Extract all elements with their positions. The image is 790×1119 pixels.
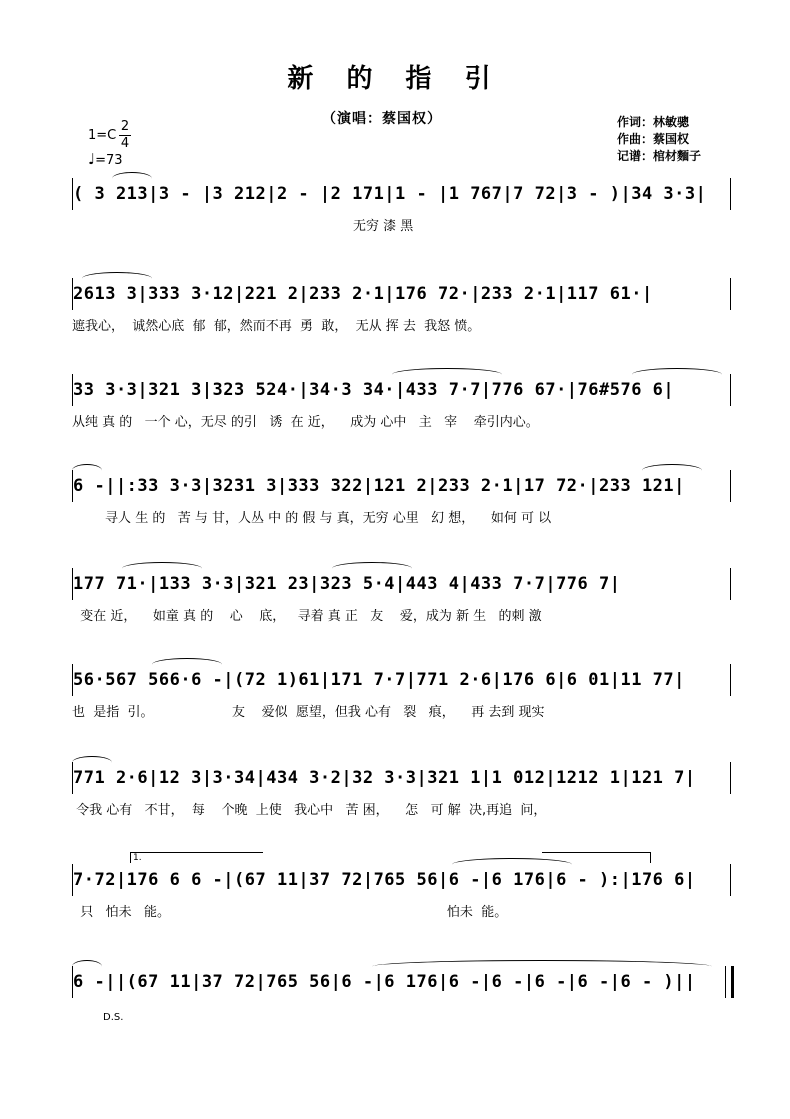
notes-line: 56·567 566·6 -|(72 1)61|171 7·7|771 2·6|176 6|6 01|11 77|: [72, 664, 733, 696]
lyrics-line: 只 怕未 能。 怕未 能。: [72, 905, 508, 920]
lyrics-line: 无穷 漆 黑: [72, 219, 414, 234]
notes-line: ( 3 213|3 - |3 212|2 - |2 171|1 - |1 767|7 72|3 - )|34 3·3|: [72, 178, 733, 210]
lyrics-line: 从纯 真 的 一个 心，无尽 的引 诱 在 近， 成为 心中 主 宰 牵引内心。: [72, 415, 539, 430]
tempo-marking: [88, 150, 123, 168]
lyrics-line: 遮我心， 诚然心底 郁 郁，然而不再 勇 敢， 无从 挥 去 我怒 愤。: [72, 319, 481, 334]
slur: [82, 272, 152, 285]
slur: [642, 464, 702, 477]
slur: [392, 368, 502, 381]
notes-line: 6 -||(67 11|37 72|765 56|6 -|6 176|6 -|6 -|6 -|6 -|6 - )||: [72, 966, 733, 998]
transcriber: 记谱：棺材麵子: [617, 149, 702, 163]
lyrics-line: 令我 心有 不甘， 每 个晚 上使 我心中 苦 困， 怎 可 解 决,再追 问，: [72, 803, 547, 818]
notes-line: 177 71·|133 3·3|321 23|323 5·4|443 4|433 7·7|776 7|: [72, 568, 733, 600]
slur: [72, 756, 112, 769]
key-signature: 1=C: [88, 128, 117, 143]
credits: [617, 114, 701, 165]
slur: [632, 368, 722, 381]
singer-credit: （演唱：蔡国权）: [322, 111, 442, 127]
notes-line: 771 2·6|12 3|3·34|434 3·2|32 3·3|321 1|1 012|1212 1|121 7|: [72, 762, 733, 794]
slur: [372, 960, 712, 973]
slur: [72, 960, 102, 973]
time-signature: [119, 120, 131, 151]
system-end-bar: [730, 762, 731, 794]
slur: [332, 562, 412, 575]
notes-line: 6 -||:33 3·3|3231 3|333 322|121 2|233 2·1|17 72·|233 121|: [72, 470, 733, 502]
system-end-bar: [730, 470, 731, 502]
time-top: 2: [120, 119, 130, 134]
lyrics-line: 变在 近， 如童 真 的 心 底， 寻着 真 正 友 爱，成为 新 生 的刺 激: [72, 609, 542, 624]
system-end-bar: [730, 568, 731, 600]
slur: [72, 464, 102, 477]
tempo-value: =73: [95, 153, 123, 168]
system-end-bar: [730, 864, 731, 896]
system-end-bar: [730, 278, 731, 310]
system-end-bar: [730, 178, 731, 210]
slur: [452, 858, 572, 871]
system-end-bar: [730, 664, 731, 696]
slur: [122, 562, 202, 575]
time-bottom: 4: [120, 136, 130, 151]
slur: [112, 172, 152, 185]
notes-line: 2613 3|333 3·12|221 2|233 2·1|176 72·|233 2·1|117 61·|: [72, 278, 733, 310]
lyricist: 作词：林敏骢: [617, 115, 690, 129]
song-title: 新 的 指 引: [287, 64, 503, 94]
final-barline: [725, 966, 734, 998]
lyrics-line: 也 是指 引。 友 爱似 愿望，但我 心有 裂 痕， 再 去到 现实: [72, 705, 545, 720]
notes-line: 33 3·3|321 3|323 524·|34·3 34·|433 7·7|776 67·|76#576 6|: [72, 374, 733, 406]
volta-1: 1.: [130, 852, 263, 863]
system-end-bar: [730, 374, 731, 406]
composer: 作曲：蔡国权: [617, 132, 690, 146]
da-segno: D.S.: [103, 1012, 124, 1023]
slur: [152, 658, 222, 671]
notes-line: 7·72|176 6 6 -|(67 11|37 72|765 56|6 -|6 176|6 - ):|176 6|: [72, 864, 733, 896]
quarter-note-icon: ♩: [88, 150, 96, 168]
lyrics-line: 寻人 生 的 苦 与 甘，人丛 中 的 假 与 真，无穷 心里 幻 想， 如何 可 以: [72, 511, 552, 526]
